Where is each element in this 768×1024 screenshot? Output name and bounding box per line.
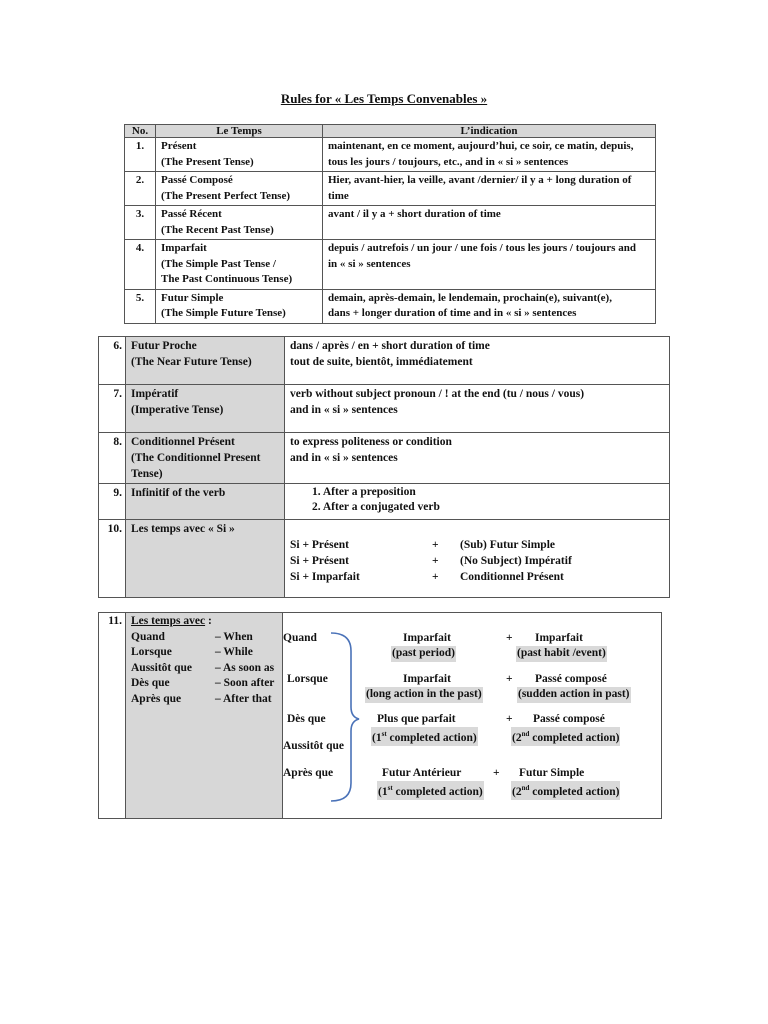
- des-que-usage-b: (2nd completed action): [511, 727, 620, 746]
- tense-name: Présent: [161, 140, 197, 152]
- tense-english: (The Near Future Tense): [131, 356, 252, 368]
- apres-que-tense-b: Futur Simple: [519, 767, 585, 779]
- indication-line: tout de suite, bientôt, immédiatement: [290, 356, 473, 368]
- conjunction-rules-cell: [283, 613, 662, 819]
- tense-name: Passé Composé: [161, 174, 233, 186]
- row-number: 1.: [125, 138, 156, 172]
- indication-line: demain, après-demain, le lendemain, prochain(e), suivant(e),: [328, 291, 612, 304]
- si-condition: Si + Présent: [290, 555, 349, 567]
- table-row: [99, 484, 670, 520]
- indication-line: Hier, avant-hier, la veille, avant /dernier/ il y a + long duration of time: [328, 174, 632, 202]
- si-result: (No Subject) Impératif: [460, 555, 572, 567]
- table-row: [125, 206, 656, 240]
- tense-english: (The Simple Future Tense): [161, 307, 286, 319]
- quand-tense-b: Imparfait: [535, 632, 583, 644]
- tenses-table-part-1: [124, 124, 656, 324]
- conjunction-item: Après que – After that: [131, 692, 272, 705]
- tense-english: (The Recent Past Tense): [161, 223, 274, 236]
- apres-que-usage-b: (2nd completed action): [511, 781, 620, 800]
- table-row: [125, 240, 656, 290]
- tense-name: Conditionnel Présent: [131, 436, 235, 448]
- tense-cell: [126, 337, 285, 385]
- tense-cell: [126, 385, 285, 433]
- lorsque-usage-b: (sudden action in past): [517, 687, 631, 703]
- label-des-que: Dès que: [287, 713, 326, 725]
- conjunction-rules: [283, 613, 661, 817]
- conjunction-item: Aussitôt que – As soon as: [131, 661, 275, 674]
- row-number: 5.: [125, 289, 156, 323]
- conjunctions-cell: [126, 613, 283, 819]
- conjunction-item: Quand – When: [131, 630, 253, 643]
- tense-english: (The Present Perfect Tense): [161, 189, 291, 202]
- tense-cell: [156, 240, 323, 290]
- des-que-usage-a: (1st completed action): [371, 727, 478, 746]
- indication-line: and in « si » sentences: [290, 404, 398, 416]
- brace-icon: [323, 629, 363, 803]
- document-title: Rules for « Les Temps Convenables »: [280, 91, 488, 106]
- indication-cell: [323, 206, 656, 240]
- row-number: 10.: [99, 520, 126, 598]
- tense-cell: [126, 433, 285, 484]
- si-rule: [290, 553, 664, 569]
- indication-line: verb without subject pronoun / ! at the end (tu / nous / vous): [290, 388, 585, 400]
- header-indication: L’indication: [323, 125, 656, 138]
- tense-english: (The Simple Past Tense /: [161, 257, 276, 270]
- table-row: [125, 138, 656, 172]
- table-row: [125, 289, 656, 323]
- tense-name: Imparfait: [161, 242, 207, 254]
- row-number: 8.: [99, 433, 126, 484]
- tenses-table-part-3: [98, 612, 662, 819]
- table-row: [99, 385, 670, 433]
- indication-cell: [285, 484, 670, 520]
- tense-english: The Past Continuous Tense): [161, 273, 293, 285]
- lorsque-usage-a: (long action in the past): [365, 687, 483, 703]
- label-quand: Quand: [283, 632, 317, 644]
- plus-sign: +: [506, 632, 513, 644]
- table-row: [99, 337, 670, 385]
- quand-usage-a: (past period): [391, 646, 456, 662]
- des-que-tense-b: Passé composé: [533, 713, 605, 725]
- tense-name: Futur Simple: [161, 291, 224, 304]
- list-item: 2. After a conjugated verb: [312, 501, 440, 513]
- indication-cell: [285, 337, 670, 385]
- si-rule: [290, 537, 664, 553]
- si-rule: [290, 569, 664, 585]
- tense-english: (The Conditionnel Present: [131, 452, 261, 464]
- conjunction-item: Dès que – Soon after: [131, 677, 275, 689]
- indication-line: avant / il y a + short duration of time: [328, 208, 501, 220]
- indication-line: depuis / autrefois / un jour / une fois / tous les jours / toujours and: [328, 242, 636, 254]
- label-aussitot-que: Aussitôt que: [283, 740, 345, 752]
- si-condition: Si + Présent: [290, 539, 349, 551]
- quand-usage-b: (past habit /event): [516, 646, 607, 662]
- plus-sign: +: [432, 539, 439, 551]
- table-row: [99, 433, 670, 484]
- table-row: [125, 172, 656, 206]
- plus-sign: +: [506, 673, 513, 685]
- lorsque-tense-a: Imparfait: [403, 673, 451, 685]
- indication-cell: [285, 385, 670, 433]
- tense-cell: [156, 289, 323, 323]
- table-header-row: [125, 125, 656, 138]
- list-item: 1. After a preposition: [312, 486, 416, 498]
- des-que-tense-a: Plus que parfait: [377, 713, 456, 725]
- conjunction-item: Lorsque – While: [131, 646, 253, 658]
- row-number: 7.: [99, 385, 126, 433]
- tense-english: Tense): [131, 468, 163, 480]
- plus-sign: +: [432, 571, 439, 583]
- indication-cell: [323, 289, 656, 323]
- table-row: [99, 613, 662, 819]
- row-number: 9.: [99, 484, 126, 520]
- quand-tense-a: Imparfait: [403, 632, 451, 644]
- label-lorsque: Lorsque: [287, 673, 328, 685]
- tense-cell: Les temps avec « Si »: [126, 520, 285, 598]
- label-apres-que: Après que: [283, 767, 334, 779]
- indication-line: in « si » sentences: [328, 257, 411, 270]
- si-rules-cell: [285, 520, 670, 598]
- row-number: 3.: [125, 206, 156, 240]
- tense-cell: [156, 206, 323, 240]
- plus-sign: +: [506, 713, 513, 725]
- conjunctions-heading: Les temps avec :: [131, 615, 212, 627]
- row-number: 6.: [99, 337, 126, 385]
- tense-english: (Imperative Tense): [131, 404, 224, 416]
- apres-que-tense-a: Futur Antérieur: [382, 767, 462, 779]
- tense-name: Futur Proche: [131, 340, 197, 352]
- tense-cell: Infinitif of the verb: [126, 484, 285, 520]
- indication-line: dans + longer duration of time and in « si » sentences: [328, 307, 577, 319]
- row-number: 11.: [99, 613, 126, 819]
- lorsque-tense-b: Passé composé: [535, 673, 607, 685]
- indication-cell: [285, 433, 670, 484]
- tense-cell: [156, 172, 323, 206]
- indication-line: dans / après / en + short duration of time: [290, 340, 490, 352]
- tense-cell: [156, 138, 323, 172]
- header-no: No.: [125, 125, 156, 138]
- plus-sign: +: [432, 555, 439, 567]
- header-le-temps: Le Temps: [156, 125, 323, 138]
- indication-cell: [323, 138, 656, 172]
- indication-line: to express politeness or condition: [290, 436, 452, 448]
- tense-english: (The Present Tense): [161, 155, 254, 168]
- indication-line: and in « si » sentences: [290, 452, 398, 464]
- si-result: Conditionnel Présent: [460, 571, 564, 583]
- plus-sign: +: [493, 767, 500, 779]
- si-result: (Sub) Futur Simple: [460, 539, 556, 551]
- row-number: 4.: [125, 240, 156, 290]
- apres-que-usage-a: (1st completed action): [377, 781, 484, 800]
- indication-line: maintenant, en ce moment, aujourd’hui, ce soir, ce matin, depuis,: [328, 140, 634, 152]
- tense-name: Passé Récent: [161, 208, 222, 220]
- indication-line: tous les jours / toujours, etc., and in « si » sentences: [328, 155, 569, 168]
- infinitive-list: [312, 485, 664, 515]
- indication-cell: [323, 240, 656, 290]
- row-number: 2.: [125, 172, 156, 206]
- tenses-table-part-2: [98, 336, 670, 598]
- table-row: [99, 520, 670, 598]
- tense-name: Impératif: [131, 388, 179, 400]
- si-condition: Si + Imparfait: [290, 571, 360, 583]
- indication-cell: [323, 172, 656, 206]
